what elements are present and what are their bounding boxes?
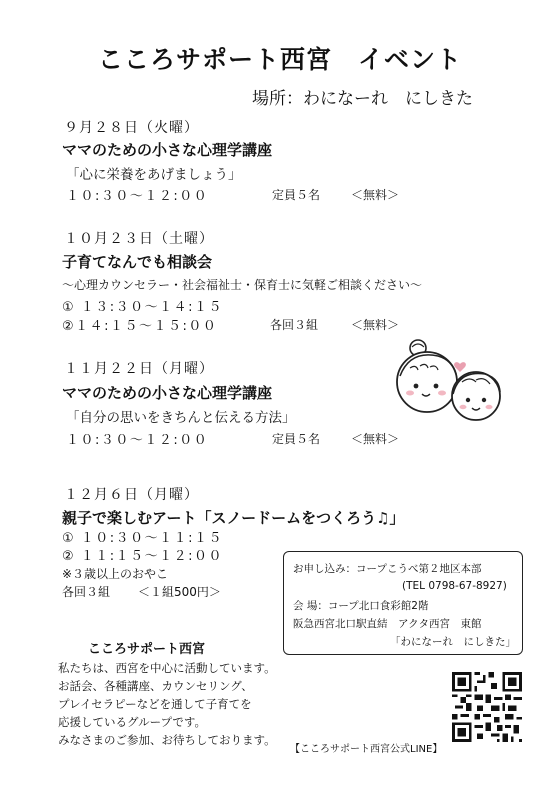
event-capacity: 定員５名 [272,432,321,446]
event-fee: ＜無料＞ [351,188,400,202]
organization-line: プレイセラピーなどを通して子育てを [58,697,252,711]
organization-line: 私たちは、西宮を中心に活動しています。 [58,661,276,675]
contact-venue: 会 場：コープ北口食彩館2階 [293,600,429,612]
event-title: ママのための小さな心理学講座 [62,384,273,402]
event-subtitle: ～心理カウンセラー・社会福祉士・保育士に気軽ご相談ください～ [62,278,423,292]
event-time-1: ① １３:３０～１４:１５ [62,300,224,315]
event-time-1: ① １０:３０～１１:１５ [62,531,224,546]
organization-line: お話会、各種講座、カウンセリング、 [58,679,253,693]
event-date: １２月６日（月曜） [64,487,199,503]
two-children-faces-icon [392,334,504,426]
event-capacity: 定員５名 [272,188,321,202]
organization-line: みなさまのご参加、お待ちしております。 [58,733,276,747]
event-date: ９月２８日（火曜） [64,120,199,136]
line-caption: 【こころサポート西宮公式LINE】 [290,744,443,755]
event-title: 子育てなんでも相談会 [62,253,213,271]
event-subtitle: 「心に栄養をあげましょう」 [66,167,242,183]
event-time-2: ② １１:１５～１２:００ [62,549,224,564]
organization-name: こころサポート西宮 [88,642,206,657]
event-fee: ＜１組500円＞ [138,585,221,599]
event-fee: ＜無料＞ [351,318,400,332]
qr-code-icon[interactable] [452,672,522,742]
contact-tel: (TEL 0798-67-8927) [402,580,507,592]
event-capacity: 各回３組 [62,585,111,599]
event-date: １１月２２日（月曜） [64,361,214,377]
contact-access: 阪急西宮北口駅直結 アクタ西宮 東館 [293,618,482,630]
event-time: １０:３０～１２:００ [66,433,209,448]
contact-place: 「わになーれ にしきた」 [390,636,516,648]
venue-text: 場所：わになーれ にしきた [252,89,473,109]
contact-box [283,551,523,655]
event-time: １０:３０～１２:００ [66,189,209,204]
event-note: ※３歳以上のおやこ [62,567,169,581]
event-capacity: 各回３組 [270,318,319,332]
event-title: 親子で楽しむアート「スノードームをつくろう♫」 [62,509,405,527]
event-time-2: ②１４:１５～１５:００ [62,319,218,334]
organization-line: 応援しているグループです。 [58,715,207,729]
event-fee: ＜無料＞ [351,432,400,446]
event-title: ママのための小さな心理学講座 [62,141,273,159]
page-title: こころサポート西宮 イベント [97,45,462,74]
contact-apply: お申し込み：コープこうべ第２地区本部 [293,563,482,575]
event-date: １０月２３日（土曜） [64,231,214,247]
event-subtitle: 「自分の思いをきちんと伝える方法」 [66,410,296,426]
